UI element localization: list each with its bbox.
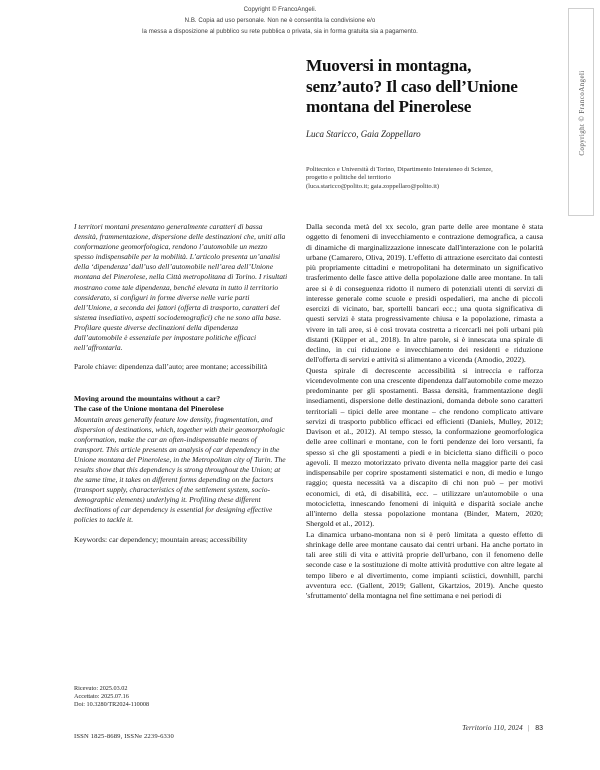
abstract-english: Mountain areas generally feature low density, fragmentation, and dispersion of destinations, which, together with their geomorphologic conformation, make the car an often-indispensable means of transport. This article presents an analysis of car dependency in the Unione montana del Pinerolese, in the Metropolitan city of Turin. The results show that this dependency is strong throughout the Union; at the same time, it takes on different forms depending on the factors (transport supply, characteristics of the settlement system, socio-demographic elements) underlying it. Profiling these different declinations of car dependency is essential for designing effective policies to tackle it. <box>74 414 286 525</box>
right-column <box>306 222 543 601</box>
received-date: Ricevuto: 2025.03.02 <box>74 685 128 692</box>
vertical-copyright-strip <box>568 8 594 216</box>
affiliation-line-2: progetto e politiche del territorio <box>306 174 391 182</box>
journal-reference: Territorio 110, 2024 <box>462 724 523 732</box>
english-title-line-1: Moving around the mountains without a car? <box>74 394 221 404</box>
page-title: Muoversi in montagna, senz’auto? Il caso dell’Unione montana del Pinerolese <box>306 56 518 117</box>
author-list: Luca Staricco, Gaia Zoppellaro <box>306 128 421 139</box>
body-paragraph-1: Dalla seconda metà del xx secolo, gran parte delle aree montane è stata oggetto di fenomeni di invecchiamento e contrazione demografica, a causa di dinamiche di marginalizzazione innescate dall'interazione con le polarità urbane (Camarero, Oliva, 2019). L'effetto di attrazione esercitato dai contesti più propriamente cittadini e metropolitani ha determinato un significativo trasferimento delle fasce attive della popolazione dalle aree montane. In tali aree si è di conseguenza ridotto il numero di potenziali utenti di servizi di interesse generale come scuole e presidi ospedalieri, ma anche di piccoli esercizi di vicinato, bar, sportelli bancari ecc.; una quota significativa di questi servizi è stata progressivamente chiusa e la popolazione, rimasta a vivere in tali aree, si è così trovata costretta a ricercarli nei poli urbani più distanti (Küpper et al., 2018). In altre parole, si è innescata una spirale di declino, in cui riduzione e invecchiamento dei residenti e riduzione dell'offerta di servizi e attività si alimentano a vicenda (Amodio, 2022). <box>306 222 543 365</box>
body-paragraph-2: Questa spirale di decrescente accessibilità si intreccia e rafforza vicendevolmente con una crescente dipendenza dall'automobile come mezzo predominante per gli spostamenti. Bassa densità, frammentazione degli insediamenti, dispersione delle destinazioni, domanda debole sono caratteri territoriali – tipici delle aree montane – che rendono complicato attivare servizi di trasporto pubblico efficaci ed efficienti (Daniels, Mulley, 2012; Davison et al., 2012). Al tempo stesso, la conformazione geomorfologica delle aree collinari e montane, con le forti pendenze dei loro versanti, fa spesso sì che gli spostamenti a piedi e in bicicletta siano difficili o poco agevoli. Il mezzo motorizzato privato diventa nella maggior parte dei casi indispensabile per coprire spostamenti sistematici e non, di medio e lungo raggio; questa necessità va a discapito di chi non può – per motivi economici, di età, di disabilità, ecc. – utilizzare un'automobile o una motocicletta, innescando fenomeni di iniquità e disparità sociale anche all'interno della stessa popolazione montana (Binder, Matern, 2020; Shergold et al., 2012). <box>306 365 543 529</box>
keywords-italian: Parole chiave: dipendenza dall’auto; aree montane; accessibilità <box>74 362 268 372</box>
copyright-banner <box>0 4 560 37</box>
vertical-copyright-text: Copyright © FrancoAngeli <box>578 70 586 156</box>
accepted-date: Accettato: 2025.07.16 <box>74 693 129 701</box>
left-column <box>74 222 288 545</box>
page-number: 83 <box>535 725 543 732</box>
english-title-line-2: The case of the Unione montana del Pinerolese <box>74 404 224 414</box>
doi-line: Doi: 10.3280/TR2024-110008 <box>74 701 150 709</box>
copyright-line-1: Copyright © FrancoAngeli. <box>243 6 317 13</box>
issn-line: ISSN 1825-8689, ISSNe 2239-6330 <box>74 733 174 740</box>
affiliation-block <box>306 166 543 192</box>
english-title-block <box>74 394 288 414</box>
keywords-english: Keywords: car dependency; mountain areas; accessibility <box>74 534 248 544</box>
abstract-italian: I territori montani presentano generalmente caratteri di bassa densità, frammentazione, dispersione delle destinazioni che, uniti alla conformazione geomorfologica, rendono l’automobile un mezzo spesso indispensabile per la mobilità. L’articolo presenta un’analisi della ‘dipendenza’ dall’uso dell’automobile nell’area dell’Unione montana del Pinerolese, nella Città metropolitana di Torino. I risultati mostrano come tale dipendenza, benché elevata in tutto il territorio considerato, si configuri in forme diverse nelle varie parti dell’Unione, a seconda dei fattori (offerta di trasporto, caratteri del sistema insediativo, aspetti sociodemografici) che ne sono alla base. Profilare queste diverse declinazioni della dipendenza dall’automobile è essenziale per impostare politiche efficaci nell’affrontarla. <box>74 222 288 353</box>
submission-dates-block <box>74 685 288 709</box>
affiliation-line-1: Politecnico e Università di Torino, Dipartimento Interateneo di Scienze, <box>306 165 493 173</box>
affiliation-contact: (luca.staricco@polito.it; gaia.zoppellaro@polito.it) <box>306 182 440 190</box>
copyright-line-2: N.B. Copia ad uso personale. Non ne è consentita la condivisione e/o <box>184 17 376 24</box>
running-footer <box>306 724 543 732</box>
footer-separator: | <box>527 724 530 732</box>
title-block <box>306 56 543 192</box>
copyright-line-3: la messa a disposizione al pubblico su rete pubblica o privata, sia in forma gratuita sia a pagamento. <box>142 28 418 35</box>
body-paragraph-3: La dinamica urbano-montana non si è però limitata a questo effetto di shrinkage delle aree montane causato dai centri urbani. Ha anche portato in tali aree stili di vita e attività proprie dell'urbano, con il fenomeno delle seconde case e la sostituzione di molte attività produttive con altre legate al tempo libero e al divertimento, come impianti sciistici, downhill, parchi avventura ecc. (Gallent, 2019; Gallent, Gkartzios, 2019). Anche questo 'sfruttamento' della montagna nel fine settimana e nei periodi di <box>306 529 543 600</box>
